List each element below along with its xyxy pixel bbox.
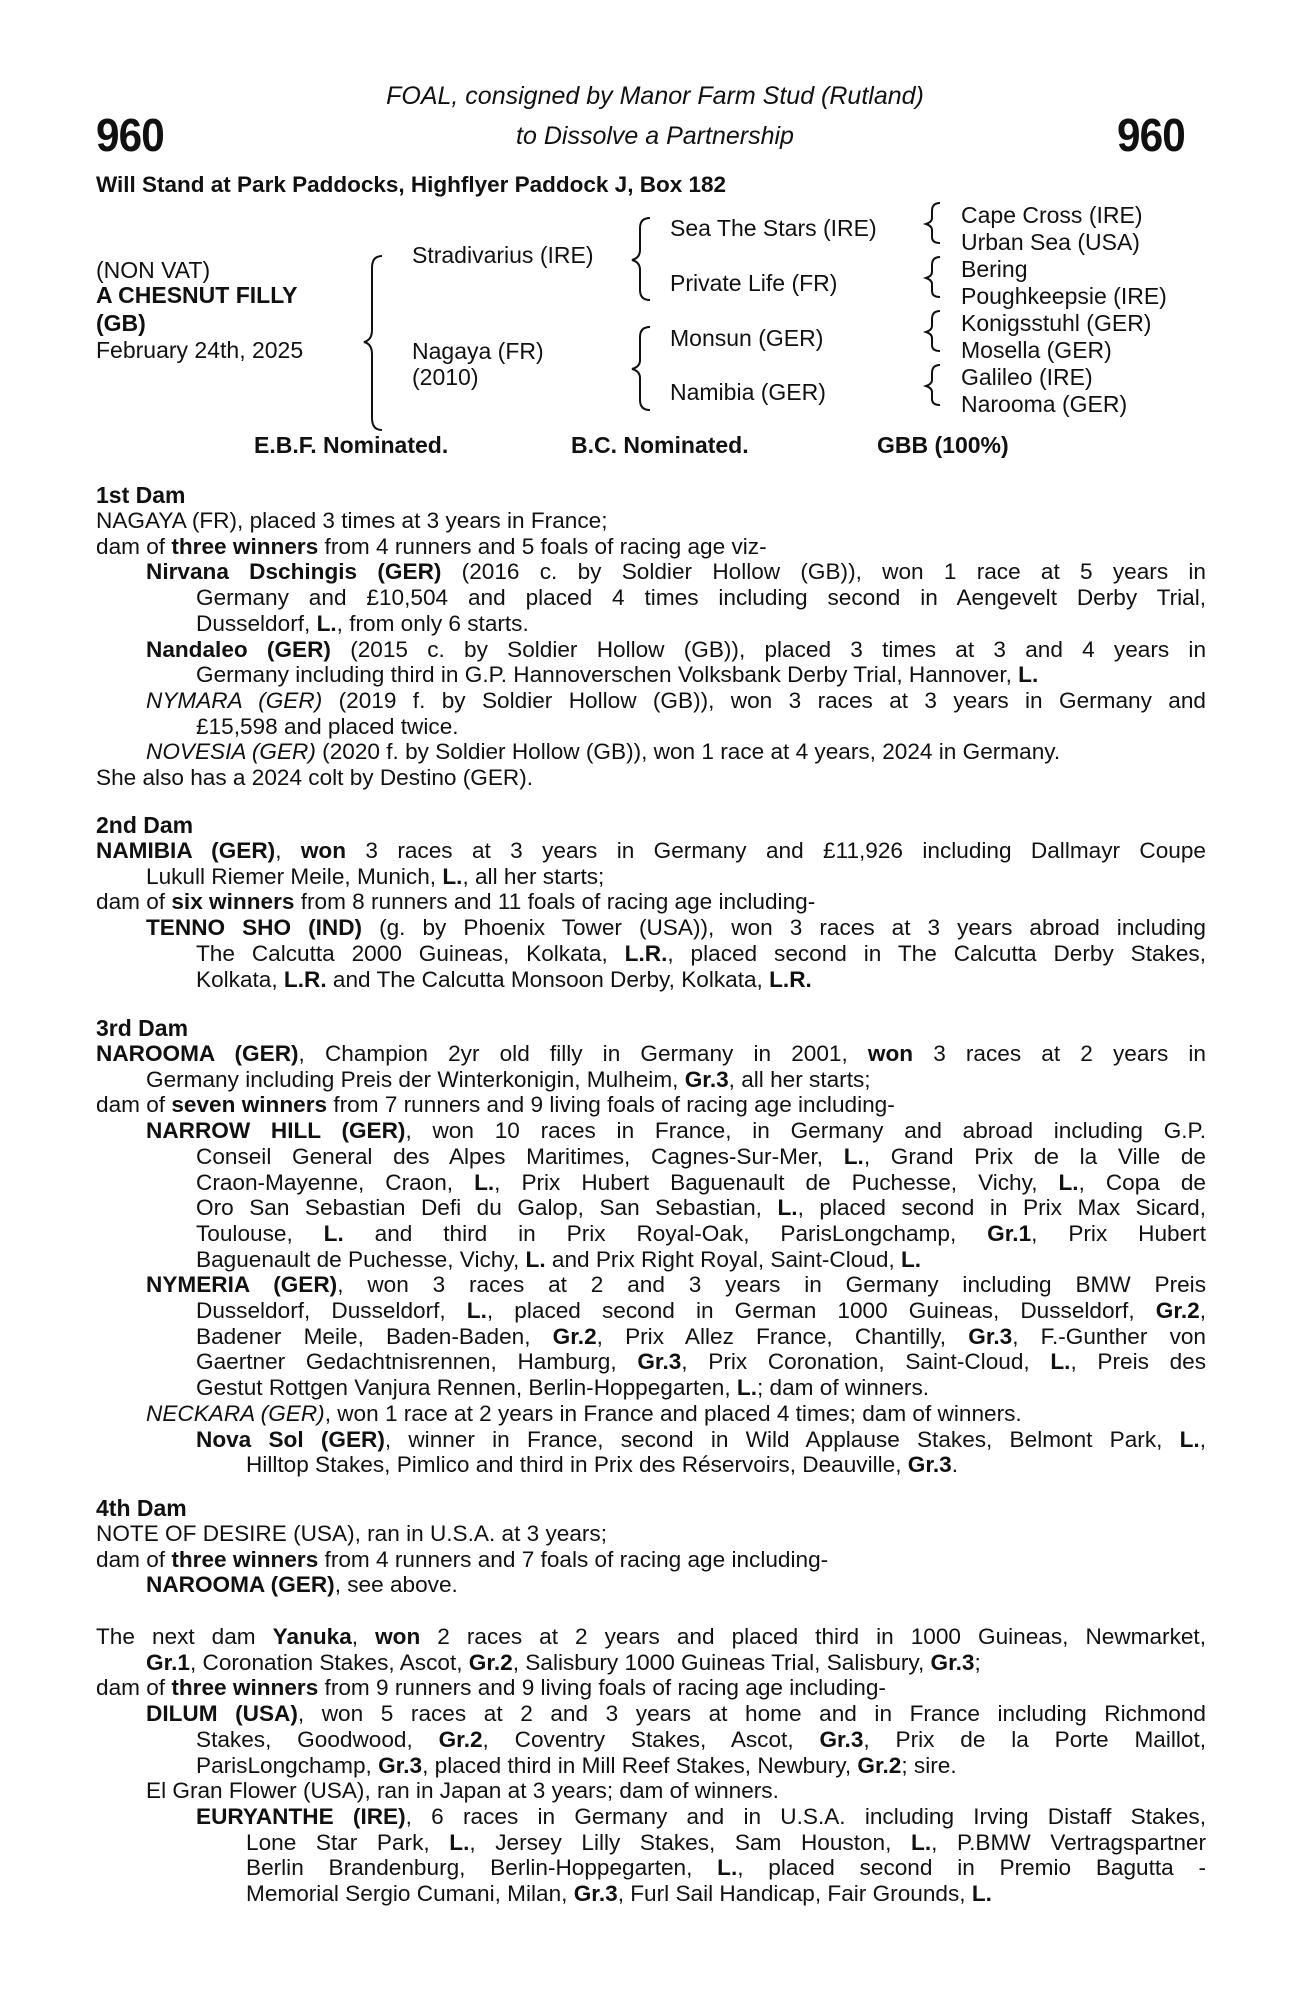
bold-text: L. xyxy=(911,1829,932,1855)
dam2-summary-cont xyxy=(96,864,1206,890)
pedigree-g3-1: Cape Cross (IRE) xyxy=(961,202,1143,228)
dam2-summary xyxy=(96,838,1206,864)
dam1-produce-record xyxy=(96,534,1206,560)
text-run: Lukull Riemer Meile, Munich, xyxy=(146,863,443,889)
heading-3rd-dam: 3rd Dam xyxy=(96,1015,189,1041)
text-run: dam of xyxy=(96,1675,172,1701)
heading-4th-dam: 4th Dam xyxy=(96,1495,187,1521)
dam3-progeny-narrow-hill xyxy=(96,1118,1206,1144)
text-run: 3 races at 3 years in Germany and £11,926 including Dallmayr Coupe xyxy=(346,838,1206,863)
euryanthe-cont-1 xyxy=(96,1830,1206,1856)
text-run: Dusseldorf, xyxy=(196,610,317,636)
pedigree-g3-5: Konigsstuhl (GER) xyxy=(961,310,1152,336)
text-run: , placed second in Prix Max Sicard, xyxy=(797,1195,1206,1221)
dilum-cont-2 xyxy=(96,1753,1206,1779)
text-run: 3 races at 2 years in xyxy=(913,1041,1206,1066)
pedigree-g3-4: Poughkeepsie (IRE) xyxy=(961,283,1167,309)
pedigree-dam: Nagaya (FR) xyxy=(412,338,544,364)
narrow-hill-cont-2 xyxy=(96,1170,1206,1196)
text-run: Stakes, Goodwood, xyxy=(196,1726,439,1752)
text-run: , Prix Hubert xyxy=(1031,1220,1206,1246)
dam3-produce-record xyxy=(96,1092,1206,1118)
bold-text: L. xyxy=(323,1220,344,1246)
bold-text: L.R. xyxy=(769,966,812,992)
bold-text: L. xyxy=(1050,1349,1071,1375)
lot-number-right: 960 xyxy=(1117,109,1185,161)
text-run: ParisLongchamp, xyxy=(196,1752,379,1778)
bold-text: Gr.1 xyxy=(987,1220,1032,1246)
nova-sol-cont xyxy=(96,1452,1206,1478)
pedigree-dam-year: (2010) xyxy=(412,364,479,390)
section-4th-dam xyxy=(96,1495,1206,1598)
bold-text: L. xyxy=(525,1246,546,1272)
text-run: , from only 6 starts. xyxy=(336,610,529,636)
section-3rd-dam xyxy=(96,1015,1206,1478)
text-run: , xyxy=(1199,1298,1206,1324)
bold-text: Gr.2 xyxy=(857,1752,902,1778)
bold-text: L. xyxy=(474,1169,495,1195)
text-run: Craon-Mayenne, Craon, xyxy=(196,1169,475,1195)
bold-text: L. xyxy=(449,1829,470,1855)
dam2-progeny-1-cont xyxy=(96,941,1206,967)
italic-text: NYMARA (GER) xyxy=(146,687,323,713)
dam1-progeny-1-cont2 xyxy=(96,611,1206,637)
lot-number-left: 960 xyxy=(96,109,164,161)
text-run: , won 3 races at 2 and 3 years in Germany including BMW Preis xyxy=(337,1272,1206,1298)
bold-text: Gr.3 xyxy=(930,1649,975,1675)
text-run: , all her starts; xyxy=(462,863,605,889)
text-run: , Coventry Stakes, Ascot, xyxy=(482,1726,820,1752)
text-run: Hilltop Stakes, Pimlico and third in Prix des Réservoirs, Deauville, xyxy=(246,1452,908,1478)
narrow-hill-cont-3 xyxy=(96,1195,1206,1221)
text-run: The Calcutta 2000 Guineas, Kolkata, xyxy=(196,940,625,966)
bold-text: NARROW HILL (GER) xyxy=(146,1118,406,1144)
text-run: , xyxy=(275,838,301,863)
text-run: 2 races at 2 years and placed third in 1000 Guineas, Newmarket, xyxy=(420,1624,1206,1649)
bold-text: Yanuka xyxy=(272,1624,352,1649)
text-run: Dusseldorf, Dusseldorf, xyxy=(196,1298,467,1324)
bold-text: Nirvana Dschingis (GER) xyxy=(146,559,442,585)
dam2-progeny-1-cont2 xyxy=(96,967,1206,993)
bold-text: Gr.1 xyxy=(146,1649,190,1675)
text-run: Berlin Brandenburg, Berlin-Hoppegarten, xyxy=(246,1855,718,1881)
bold-text: DILUM (USA) xyxy=(146,1701,298,1727)
pedigree-g3-6: Mosella (GER) xyxy=(961,337,1112,363)
brace-gen2-top xyxy=(632,218,650,300)
pedigree-sire: Stradivarius (IRE) xyxy=(412,242,594,268)
bold-text: Gr.3 xyxy=(907,1452,952,1478)
text-run: , Champion 2yr old filly in Germany in 2001, xyxy=(298,1041,868,1066)
text-run: , placed third in Mill Reef Stakes, Newbury, xyxy=(422,1752,858,1778)
text-run: , placed second in The Calcutta Derby Stakes, xyxy=(667,940,1206,966)
text-run: , placed second in Premio Bagutta - xyxy=(737,1855,1206,1881)
bold-text: three winners xyxy=(171,533,319,559)
text-run: (2015 c. by Soldier Hollow (GB)), placed 3 times at 3 and 4 years in xyxy=(330,636,1207,662)
bold-text: Gr.2 xyxy=(552,1323,597,1349)
bold-text: won xyxy=(375,1624,421,1649)
consignment-line-1: FOAL, consigned by Manor Farm Stud (Rutland) xyxy=(386,82,924,110)
text-run: , won 5 races at 2 and 3 years at home and in France including Richmond xyxy=(297,1701,1206,1727)
text-run: dam of xyxy=(96,1092,172,1118)
text-run: Memorial Sergio Cumani, Milan, xyxy=(246,1881,574,1907)
text-run: , Salisbury 1000 Guineas Trial, Salisbury, xyxy=(512,1649,931,1675)
text-run: , Preis des xyxy=(1070,1349,1206,1375)
euryanthe-cont-3 xyxy=(96,1881,1206,1907)
text-run: , xyxy=(1199,1426,1206,1452)
bold-text: L. xyxy=(442,863,463,889)
text-run: ; xyxy=(974,1649,981,1675)
next-dam-progeny-dilum xyxy=(96,1701,1206,1727)
text-run: , Prix Coronation, Saint-Cloud, xyxy=(681,1349,1051,1375)
neckara-progeny-nova-sol xyxy=(96,1427,1206,1453)
bold-text: three winners xyxy=(171,1546,319,1572)
text-run: Kolkata, xyxy=(196,966,284,992)
dam1-progeny-3 xyxy=(96,688,1206,714)
heading-1st-dam: 1st Dam xyxy=(96,482,186,508)
bold-text: won xyxy=(867,1041,914,1066)
text-run: from 4 runners and 7 foals of racing age including- xyxy=(318,1546,829,1572)
text-run: , all her starts; xyxy=(728,1066,871,1092)
text-run: . xyxy=(951,1452,958,1478)
bold-text: Gr.2 xyxy=(468,1649,513,1675)
text-run: Oro San Sebastian Defi du Galop, San Sebastian, xyxy=(196,1195,778,1221)
text-run: Lone Star Park, xyxy=(246,1829,450,1855)
brace-g3-1 xyxy=(926,203,940,243)
text-run: ; dam of winners. xyxy=(757,1375,930,1401)
bold-text: L. xyxy=(777,1195,798,1221)
foaling-date: February 24th, 2025 xyxy=(96,337,304,363)
dam4-progeny-1 xyxy=(96,1572,1206,1598)
pedigree-g3-8: Narooma (GER) xyxy=(961,391,1128,417)
dam3-progeny-neckara xyxy=(96,1401,1206,1427)
bold-text: L. xyxy=(843,1143,864,1169)
text-run: Gestut Rottgen Vanjura Rennen, Berlin-Hoppegarten, xyxy=(196,1375,737,1401)
pedigree-dam-sire: Monsun (GER) xyxy=(670,325,824,351)
text-run: dam of xyxy=(96,533,172,559)
brace-g3-3 xyxy=(926,311,940,351)
pedigree-sire-sire: Sea The Stars (IRE) xyxy=(670,215,877,241)
bold-text: Gr.3 xyxy=(573,1881,618,1907)
bold-text: Gr.3 xyxy=(637,1349,682,1375)
bold-text: L. xyxy=(971,1881,992,1907)
brace-gen2-bottom xyxy=(632,327,650,410)
text-run: , Prix de la Porte Maillot, xyxy=(863,1726,1207,1752)
dam1-progeny-1 xyxy=(96,559,1206,585)
text-run: and The Calcutta Monsoon Derby, Kolkata, xyxy=(326,966,770,992)
italic-text: NOVESIA (GER) xyxy=(146,739,316,765)
text-run: (2020 f. by Soldier Hollow (GB)), won 1 race at 4 years, 2024 in Germany. xyxy=(315,739,1061,765)
text-run: , winner in France, second in Wild Applause Stakes, Belmont Park, xyxy=(384,1426,1180,1452)
section-2nd-dam xyxy=(96,812,1206,992)
bold-text: L. xyxy=(736,1375,757,1401)
next-dam-progeny-el-gran-flower: El Gran Flower (USA), ran in Japan at 3 years; dam of winners. xyxy=(146,1778,779,1804)
bold-text: seven winners xyxy=(171,1092,328,1118)
horse-origin: (GB) xyxy=(96,310,146,336)
text-run: , Copa de xyxy=(1078,1169,1206,1195)
narrow-hill-cont-4 xyxy=(96,1221,1206,1247)
italic-text: NECKARA (GER) xyxy=(146,1400,325,1426)
brace-g3-2 xyxy=(926,257,940,297)
text-run: (2019 f. by Soldier Hollow (GB)), won 3 races at 3 years in Germany and xyxy=(322,687,1206,713)
brace-g3-4 xyxy=(926,365,940,405)
text-run: , placed second in German 1000 Guineas, Dusseldorf, xyxy=(486,1298,1156,1324)
narrow-hill-cont-1 xyxy=(96,1144,1206,1170)
euryanthe-cont-2 xyxy=(96,1855,1206,1881)
text-run: ; sire. xyxy=(901,1752,957,1778)
text-run: , won 10 races in France, in Germany and abroad including G.P. xyxy=(405,1118,1206,1144)
text-run: from 4 runners and 5 foals of racing age viz- xyxy=(318,533,767,559)
text-run: , 6 races in Germany and in U.S.A. including Irving Distaff Stakes, xyxy=(405,1803,1206,1829)
ebf-nomination: E.B.F. Nominated. xyxy=(254,432,449,458)
dam1-progeny-3-cont: £15,598 and placed twice. xyxy=(196,713,459,739)
bold-text: NAROOMA (GER) xyxy=(146,1572,335,1598)
pedigree-dam-dam: Namibia (GER) xyxy=(670,379,826,405)
bold-text: NAMIBIA (GER) xyxy=(96,838,276,863)
bold-text: TENNO SHO (IND) xyxy=(146,915,363,941)
bold-text: EURYANTHE (IRE) xyxy=(196,1803,406,1829)
dam4-produce-record xyxy=(96,1547,1206,1573)
text-run: , Grand Prix de la Ville de xyxy=(863,1143,1206,1169)
text-run: from 8 runners and 11 foals of racing age including- xyxy=(294,889,816,915)
bold-text: Nandaleo (GER) xyxy=(146,636,331,662)
bold-text: L. xyxy=(1179,1426,1200,1452)
bold-text: L. xyxy=(717,1855,738,1881)
text-run: (2016 c. by Soldier Hollow (GB)), won 1 race at 5 years in xyxy=(441,559,1206,585)
section-next-dam xyxy=(96,1624,1206,1907)
text-run: Toulouse, xyxy=(196,1220,324,1246)
dam3-summary xyxy=(96,1041,1206,1067)
nymeria-cont-1 xyxy=(96,1298,1206,1324)
text-run: , Jersey Lilly Stakes, Sam Houston, xyxy=(469,1829,912,1855)
narrow-hill-cont-5 xyxy=(96,1247,1206,1273)
nymeria-cont-2 xyxy=(96,1324,1206,1350)
dam3-progeny-nymeria xyxy=(96,1272,1206,1298)
text-run: from 7 runners and 9 living foals of racing age including- xyxy=(327,1092,895,1118)
nymeria-cont-4 xyxy=(96,1375,1206,1401)
nymeria-cont-3 xyxy=(96,1349,1206,1375)
bold-text: three winners xyxy=(171,1675,319,1701)
pedigree-sire-dam: Private Life (FR) xyxy=(670,270,838,296)
bold-text: Gr.3 xyxy=(684,1066,729,1092)
text-run: , Prix Hubert Baguenault de Puchesse, Vichy, xyxy=(494,1169,1059,1195)
vat-status: (NON VAT) xyxy=(96,257,211,283)
bold-text: L. xyxy=(1018,662,1039,688)
dam1-additional: She also has a 2024 colt by Destino (GER). xyxy=(96,765,534,791)
consignment-line-2: to Dissolve a Partnership xyxy=(516,122,794,150)
bold-text: L. xyxy=(901,1246,922,1272)
bold-text: Gr.2 xyxy=(1155,1298,1200,1324)
text-run: dam of xyxy=(96,1546,172,1572)
text-run: Germany including Preis der Winterkonigin, Mulheim, xyxy=(146,1066,685,1092)
text-run: Gaertner Gedachtnisrennen, Hamburg, xyxy=(196,1349,638,1375)
bold-text: NAROOMA (GER) xyxy=(96,1041,299,1066)
bold-text: Gr.2 xyxy=(438,1726,483,1752)
text-run: , Furl Sail Handicap, Fair Grounds, xyxy=(617,1881,972,1907)
text-run: The next dam xyxy=(96,1624,273,1649)
dam1-summary: NAGAYA (FR), placed 3 times at 3 years in France; xyxy=(96,508,608,533)
dam1-progeny-4 xyxy=(96,739,1206,765)
bold-text: L. xyxy=(466,1298,487,1324)
dam2-produce-record xyxy=(96,889,1206,915)
text-run: , Coronation Stakes, Ascot, xyxy=(189,1649,469,1675)
gbb-percentage: GBB (100%) xyxy=(877,432,1009,458)
text-run: , Prix Allez France, Chantilly, xyxy=(596,1323,969,1349)
bold-text: Nova Sol (GER) xyxy=(196,1426,385,1452)
el-gran-flower-progeny-euryanthe xyxy=(96,1804,1206,1830)
text-run: Baguenault de Puchesse, Vichy, xyxy=(196,1246,526,1272)
pedigree-g3-7: Galileo (IRE) xyxy=(961,364,1093,390)
text-run: , F.-Gunther von xyxy=(1012,1323,1206,1349)
next-dam-produce-record xyxy=(96,1675,1206,1701)
bold-text: L. xyxy=(316,610,337,636)
brace-gen1 xyxy=(364,256,382,430)
bold-text: Gr.3 xyxy=(819,1726,864,1752)
bold-text: Gr.3 xyxy=(968,1323,1013,1349)
dam2-progeny-1 xyxy=(96,915,1206,941)
text-run: Badener Meile, Baden-Baden, xyxy=(196,1323,553,1349)
text-run: Germany including third in G.P. Hannoverschen Volksbank Derby Trial, Hannover, xyxy=(196,662,1019,688)
bold-text: L.R. xyxy=(624,940,668,966)
text-run: from 9 runners and 9 living foals of racing age including- xyxy=(318,1675,886,1701)
heading-2nd-dam: 2nd Dam xyxy=(96,812,194,838)
dam1-progeny-2-cont xyxy=(96,662,1206,688)
bc-nomination: B.C. Nominated. xyxy=(571,432,749,458)
text-run: , won 1 race at 2 years in France and placed 4 times; dam of winners. xyxy=(324,1400,1022,1426)
text-run: Conseil General des Alpes Maritimes, Cagnes-Sur-Mer, xyxy=(196,1143,844,1169)
stand-location: Will Stand at Park Paddocks, Highflyer Paddock J, Box 182 xyxy=(96,172,726,197)
text-run: , xyxy=(351,1624,376,1649)
text-run: and third in Prix Royal-Oak, ParisLongchamp, xyxy=(343,1220,988,1246)
bold-text: NYMERIA (GER) xyxy=(146,1272,338,1298)
bold-text: L. xyxy=(1058,1169,1079,1195)
text-run: dam of xyxy=(96,889,172,915)
bold-text: won xyxy=(300,838,347,863)
dilum-cont-1 xyxy=(96,1727,1206,1753)
text-run: , P.BMW Vertragspartner xyxy=(931,1829,1206,1855)
text-run: (g. by Phoenix Tower (USA)), won 3 races at 3 years abroad including xyxy=(362,915,1206,941)
pedigree-g3-3: Bering xyxy=(961,256,1028,282)
dam1-progeny-2 xyxy=(96,637,1206,663)
text-run: , see above. xyxy=(334,1572,458,1598)
bold-text: six winners xyxy=(171,889,295,915)
pedigree-g3-2: Urban Sea (USA) xyxy=(961,229,1140,255)
bold-text: L.R. xyxy=(283,966,327,992)
text-run: and Prix Right Royal, Saint-Cloud, xyxy=(545,1246,901,1272)
next-dam-summary xyxy=(96,1624,1206,1650)
next-dam-summary-cont xyxy=(96,1650,1206,1676)
dam3-summary-cont xyxy=(96,1067,1206,1093)
dam4-summary: NOTE OF DESIRE (USA), ran in U.S.A. at 3 years; xyxy=(96,1521,607,1546)
bold-text: Gr.3 xyxy=(378,1752,423,1778)
section-1st-dam xyxy=(96,482,1206,791)
dam1-progeny-1-cont: Germany and £10,504 and placed 4 times including second in Aengevelt Derby Trial, xyxy=(196,585,1206,611)
horse-description: A CHESNUT FILLY xyxy=(96,282,298,308)
